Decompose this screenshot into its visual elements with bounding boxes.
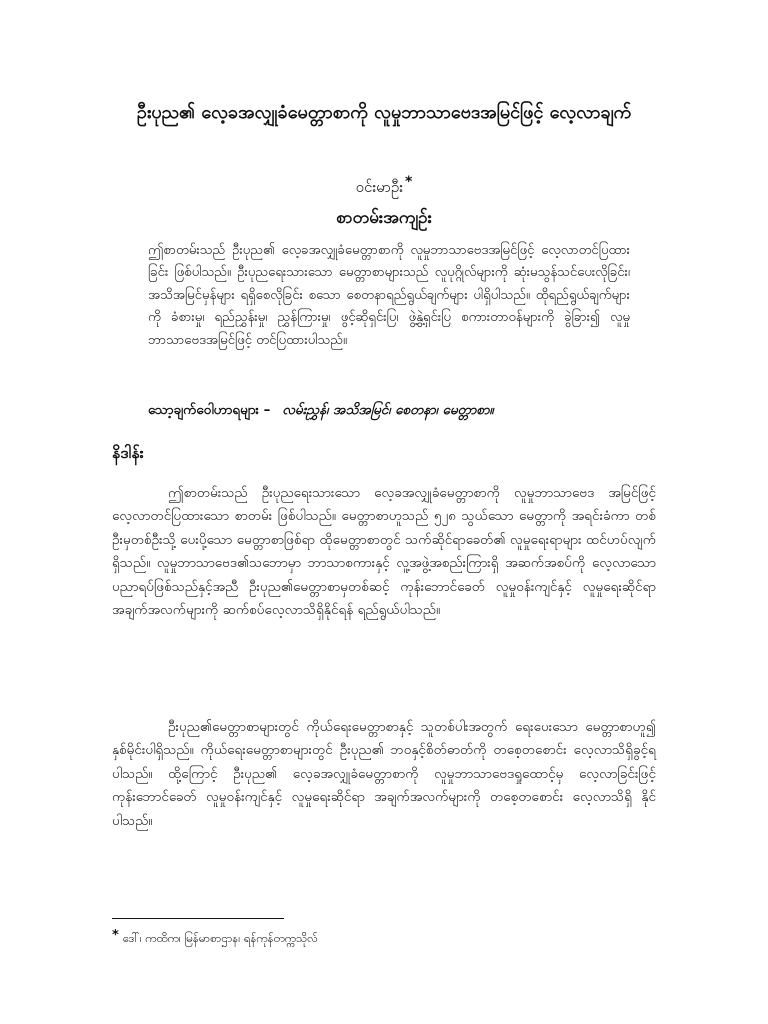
paper-title: ဦးပုည၏ လေ့ခအလျှုခံမေတ္တာစာကို လူမှုဘာသာဗေဒအမြင်ဖြင့် လေ့လာချက် <box>136 102 632 123</box>
introduction-heading: နိဒါန်း <box>112 443 144 462</box>
body-paragraph: ဦးပုည၏မေတ္တာစာများတွင် ကိုယ်ရေးမေတ္တာစာနှင့် သူတစ်ပါးအတွက် ရေးပေးသော မေတ္တာစာဟူ၍ နှစ်မိုင်းပါရှိသည်။ ကိုယ်ရေးမေတ္တာစာများတွင် ဦးပုည၏ ဘဝနှင့်စိတ်ဓာတ်ကို တစေ့တစောင်း လေ့လာသိရှိခွင့်ရပါသည်။ ထို့ကြောင့် ဦးပုည၏ လေ့ခအလျှုခံမေတ္တာစာကို လူမှုဘာသာဗေဒရှုထောင့်မှ လေ့လာခြင်းဖြင့် ကုန်းဘောင်ခေတ် လူမှုဝန်းကျင်နှင့် လူမှုရေးဆိုင်ရာ အချက်အလက်များကို တစေ့တစောင်း လေ့လာသိရှိ နိုင်ပါသည်။ <box>112 719 656 829</box>
keywords-values: လမ်းညွှန်၊ အသိအမြင်၊ စေတနာ၊ မေတ္တာစာ။ <box>282 402 494 418</box>
footnote-divider <box>112 918 284 919</box>
keywords-label: သော့ချက်ဝေါဟာရများ – <box>148 402 271 418</box>
keywords-line <box>148 398 638 422</box>
author-line <box>284 170 484 199</box>
footnote-mark: * <box>112 928 119 943</box>
author-name: ဝင်းမာဦး <box>355 178 404 196</box>
body-paragraph: ဤစာတမ်းသည် ဦးပုညရေးသားသော လေ့ခအလျှုခံမေတ္တာစာကို လူမှုဘာသာဗေဒ အမြင်ဖြင့် လေ့လာတင်ပြထားသော စာတမ်း ဖြစ်ပါသည်။ မေတ္တာစာဟူသည် ၅၂၈ သွယ်သော မေတ္တာကို အရင်းခံကာ တစ်ဦးမှတစ်ဦးသို့ ပေးပို့သော မေတ္တာစာဖြစ်ရာ ထိုမေတ္တာစာတွင် သက်ဆိုင်ရာခေတ်၏ လူမှုရေးရာများ ထင်ဟပ်လျက်ရှိသည်။ လူမှုဘာသာဗေဒ၏သဘောမှာ ဘာသာစကားနှင့် လူ့အဖွဲ့အစည်းကြားရှိ အဆက်အစပ်ကို လေ့လာသော ပညာရပ်ဖြစ်သည်နှင့်အညီ ဦးပုည၏မေတ္တာစာမှတစ်ဆင့် ကုန်းဘောင်ခေတ် လူမှုဝန်းကျင်နှင့် လူမှုရေးဆိုင်ရာ အချက်အလက်များကို ဆက်စပ်လေ့လာသိရှိနိုင်ရန် ရည်ရွယ်ပါသည်။ <box>112 485 656 619</box>
abstract-heading: စာတမ်းအကျဉ်း <box>336 208 432 228</box>
footnote <box>112 927 632 947</box>
abstract-text: ဤစာတမ်းသည် ဦးပုည၏ လေ့ခအလျှုခံမေတ္တာစာကို လူမှုဘာသာဗေဒအမြင်ဖြင့် လေ့လာတင်ပြထားခြင်း ဖြစ်ပါသည်။ ဦးပုညရေးသားသော မေတ္တာစာများသည် လူပုဂ္ဂိုလ်များကို ဆုံးမသွန်သင်ပေးလိုခြင်း၊ အသိအမြင်မှန်များ ရရှိစေလိုခြင်း စသော စေတနာရည်ရွယ်ချက်များ ပါရှိပါသည်။ ထိုရည်ရွယ်ချက်များကို ခံစားမှု၊ ရည်ညွှန်းမှု၊ ညွှန်ကြားမှု၊ ဖွင့်ဆိုရှင်းပြ၊ ဖွဲ့နွဲ့ရှင်းပြ စကားတာဝန်များကို ခွဲခြား၍ လူမှုဘာသာဗေဒအမြင်ဖြင့် တင်ပြထားပါသည်။ <box>148 243 630 348</box>
author-footnote-mark: * <box>405 174 413 190</box>
footnote-text: ဒေါ်၊ ကထိက၊ မြန်မာစာဌာန၊ ရန်ကုန်တက္ကသိုလ် <box>122 931 318 945</box>
